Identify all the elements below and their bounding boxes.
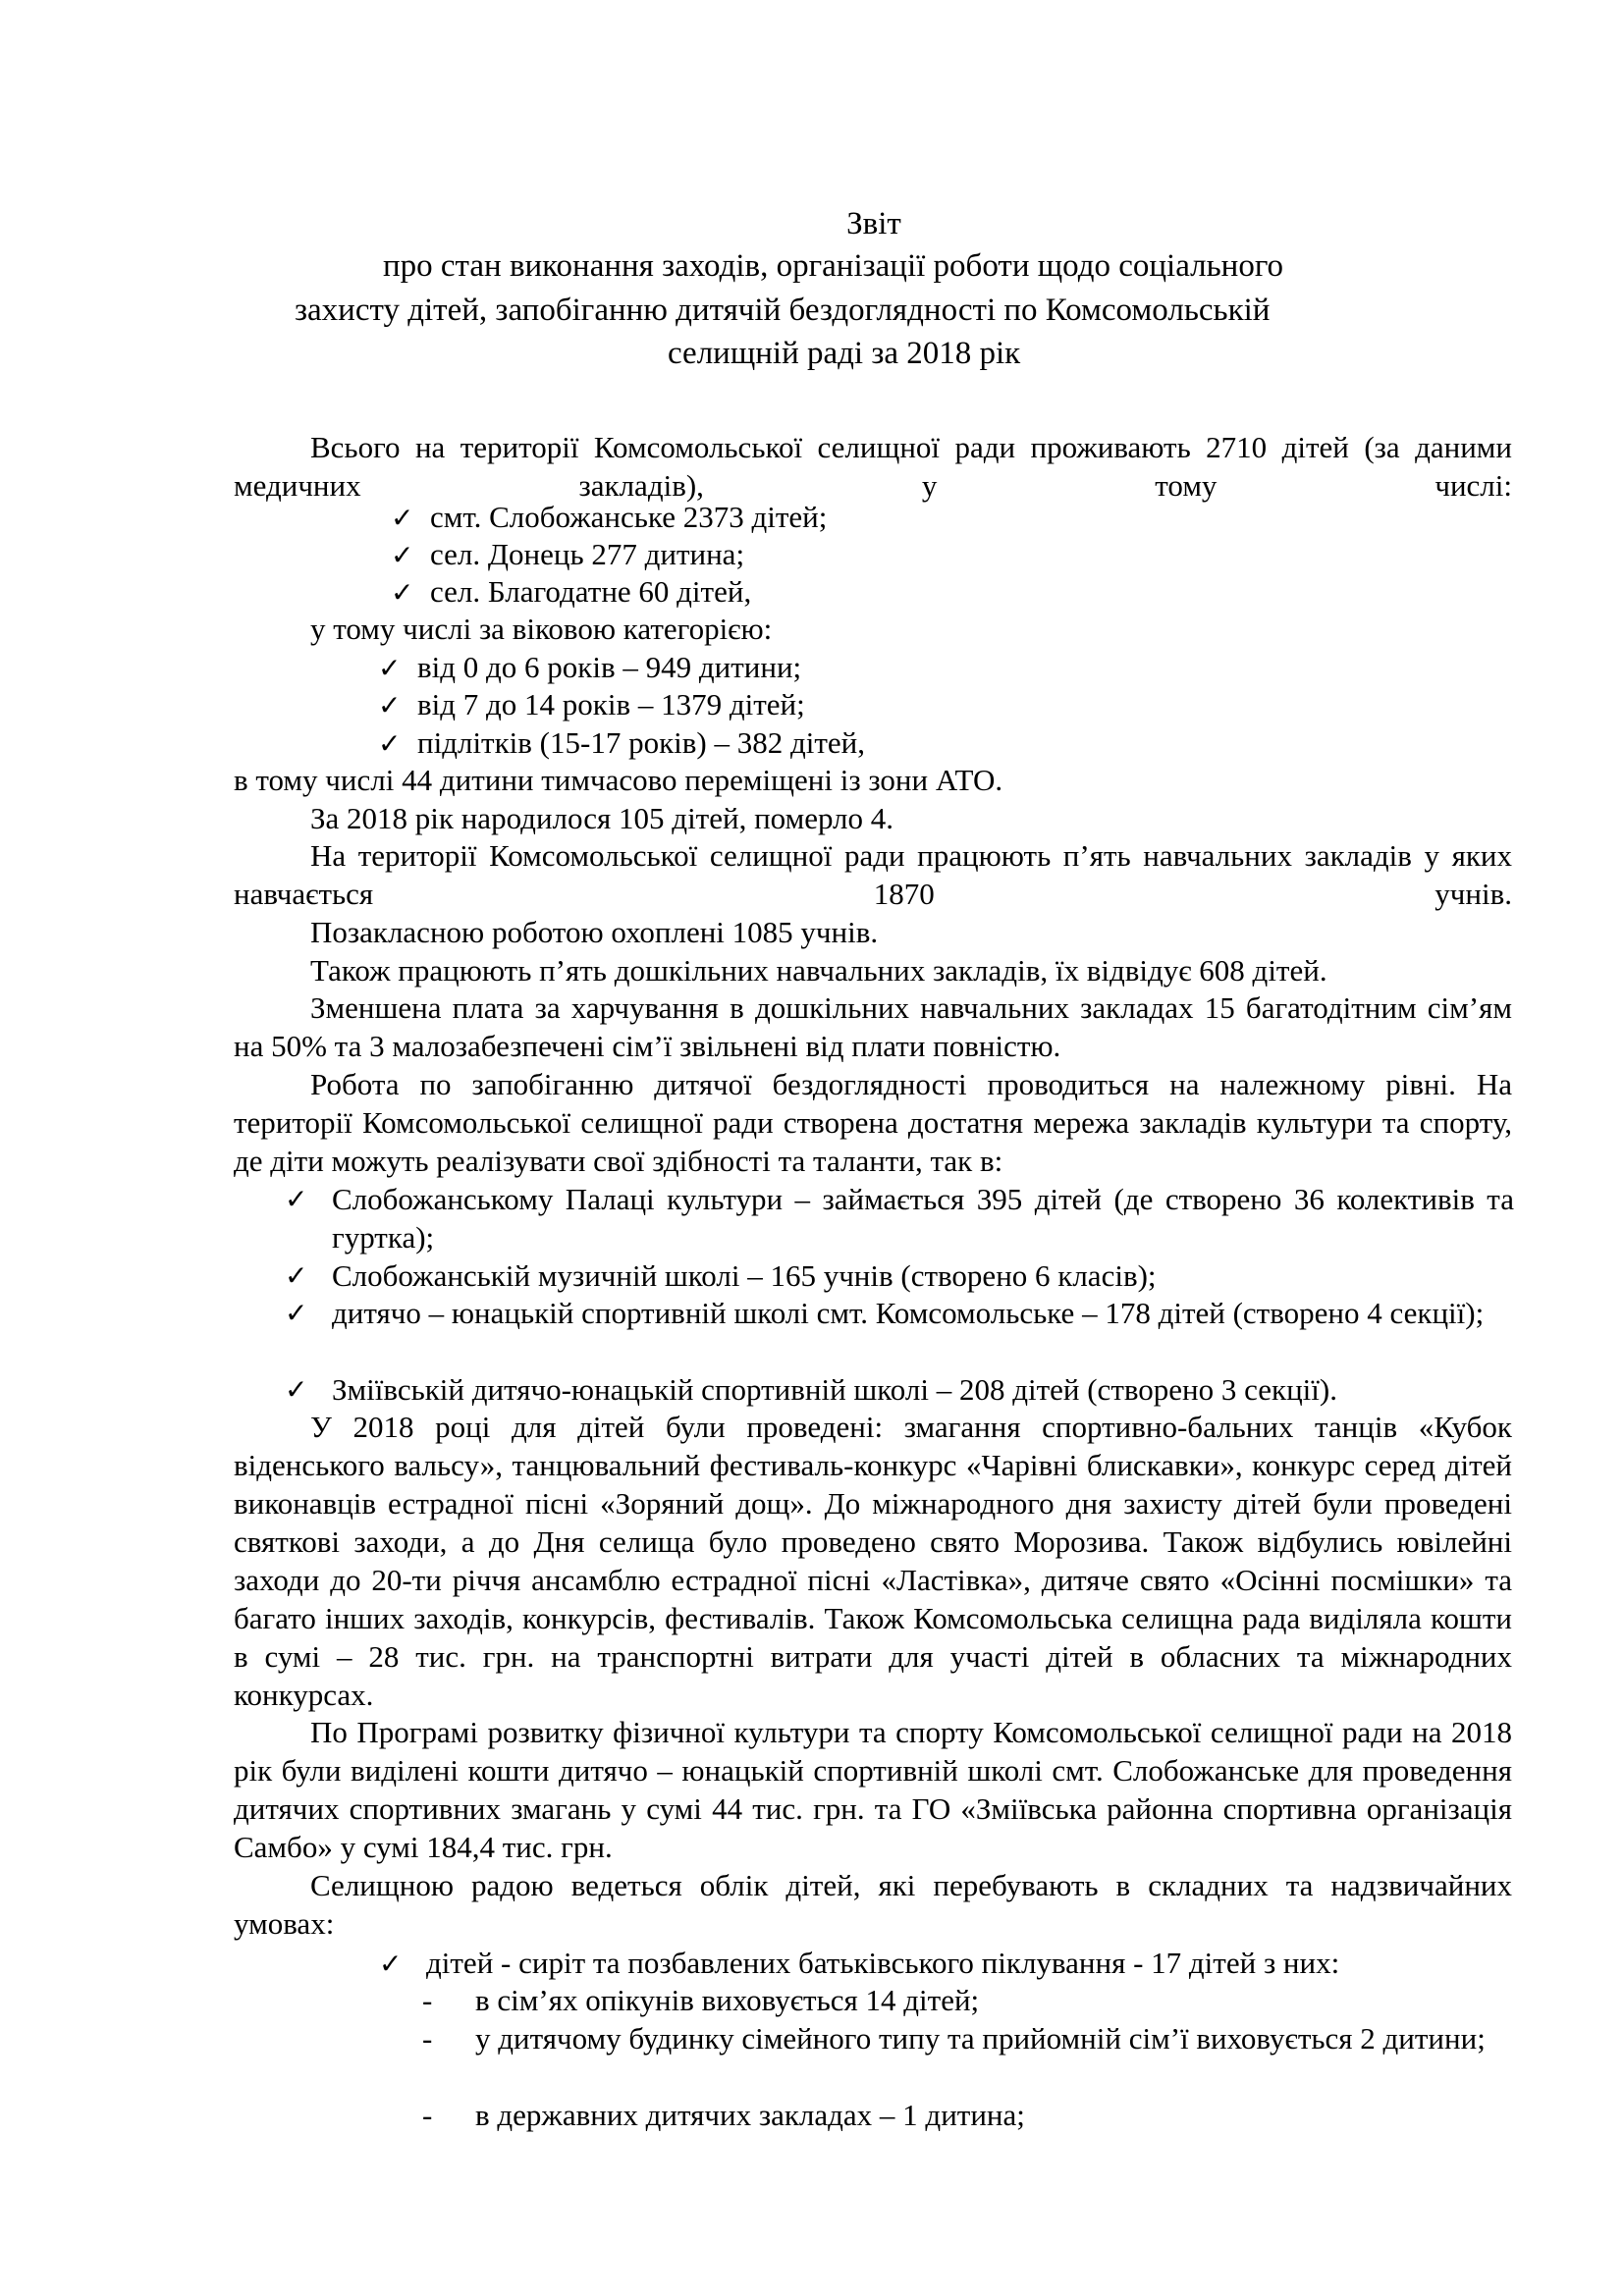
report-title-block xyxy=(236,202,1512,245)
orphan-sub-text: у дитячому будинку сімейного типу та прийомній сім’ї виховується 2 дитини; xyxy=(475,2021,1486,2056)
culture-item xyxy=(285,1294,1514,1332)
sport-program-text: По Програмі розвитку фізичної культури та спорту Комсомольської селищної ради на 2018 рік були виділені кошти дитячо – юнацькій спортивній школі смт. Слобожанське для проведення дитячих спортивних змагань у сумі 44 тис. грн. та ГО «Зміївська районна спортивна організація Самбо» у сумі 184,4 тис. грн. xyxy=(234,1715,1512,1864)
prevention-paragraph xyxy=(234,1065,1512,1180)
checkmark-icon: ✓ xyxy=(285,1373,308,1406)
events-text: У 2018 році для дітей були проведені: змагання спортивно-бальних танців «Кубок віденського вальсу», танцювальний фестиваль-конкурс «Чарівні блискавки», конкурс серед дітей виконавців естрадної пісні «Зоряний дощ». До міжнародного дня захисту дітей були проведені святкові заходи, а до Дня селища було проведено свято Морозива. Також відбулись ювілейні заходи до 20-ти річчя ансамблю естрадної пісні «Ластівка», дитяче свято «Осінні посмішки» та багато інших заходів, конкурсів, фестивалів. Також Комсомольська селищна рада виділяла кошти в сумі – 28 тис. грн. на транспортні витрати для участі дітей в обласних та міжнародних конкурсах. xyxy=(234,1410,1512,1712)
sport-program-paragraph xyxy=(234,1713,1512,1866)
culture-item-text: дитячо – юнацькій спортивній школі смт. Комсомольське – 178 дітей (створено 4 секції); xyxy=(332,1296,1485,1330)
culture-item xyxy=(285,1256,1514,1295)
meal-discount-text: Зменшена плата за харчування в дошкільних навчальних закладах 15 багатодітним сім’ям на 50% та 3 малозабезпечені сім’ї звільнені від плати повністю. xyxy=(234,990,1512,1063)
intro-paragraph xyxy=(234,428,1512,505)
meal-discount-paragraph xyxy=(234,988,1512,1065)
age-group-item xyxy=(378,648,1624,687)
checkmark-icon: ✓ xyxy=(391,576,414,609)
orphan-sub-item xyxy=(422,1981,1514,2019)
settlement-text: смт. Слобожанське 2373 дітей; xyxy=(430,500,828,534)
checkmark-icon: ✓ xyxy=(285,1183,308,1215)
preschools-line: Також працюють п’ять дошкільних навчальних закладів, їх відвідує 608 дітей. xyxy=(310,953,1327,988)
checkmark-icon: ✓ xyxy=(391,502,414,534)
extracurricular-line: Позакласною роботою охоплені 1085 учнів. xyxy=(310,915,879,949)
settlement-text: сел. Донець 277 дитина; xyxy=(430,537,745,571)
orphan-sub-text: в сім’ях опікунів виховується 14 дітей; xyxy=(475,1983,980,2017)
checkmark-icon: ✓ xyxy=(379,1948,403,1980)
births-line: За 2018 рік народилося 105 дітей, померло 4. xyxy=(310,801,894,835)
events-paragraph xyxy=(234,1408,1512,1714)
settlement-item xyxy=(391,572,1624,612)
checkmark-icon: ✓ xyxy=(378,652,402,684)
schools-text: На території Комсомольської селищної ради працюють п’ять навчальних закладів у яких навчається 1870 учнів. xyxy=(234,838,1512,911)
prevention-text: Робота по запобіганню дитячої бездоглядності проводиться на належному рівні. На території Комсомольської селищної ради створена достатня мережа закладів культури та спорту, де діти можуть реалізувати свої здібності та таланти, так в: xyxy=(234,1067,1512,1178)
settlement-text: сел. Благодатне 60 дітей, xyxy=(430,574,752,609)
checkmark-icon: ✓ xyxy=(391,539,414,571)
ato-line: в тому числі 44 дитини тимчасово переміщені із зони АТО. xyxy=(234,763,1003,797)
checkmark-icon: ✓ xyxy=(285,1259,308,1292)
culture-item xyxy=(285,1370,1514,1409)
age-intro: у тому числі за віковою категорією: xyxy=(310,612,773,646)
checkmark-icon: ✓ xyxy=(378,689,402,721)
schools-paragraph xyxy=(234,836,1512,913)
culture-item-text: Зміївській дитячо-юнацькій спортивній школі – 208 дітей (створено 3 секції). xyxy=(332,1372,1337,1407)
age-group-text: від 0 до 6 років – 949 дитини; xyxy=(417,650,802,684)
dash-marker: - xyxy=(422,1983,433,2017)
age-group-item xyxy=(378,723,1624,763)
orphan-sub-item xyxy=(422,2019,1514,2057)
report-heading: Звіт xyxy=(846,206,901,241)
checkmark-icon: ✓ xyxy=(285,1297,308,1329)
settlement-item xyxy=(391,535,1624,574)
orphan-sub-item xyxy=(422,2096,1514,2134)
report-title-line-1: про стан виконання заходів, організації роботи щодо соціального xyxy=(383,248,1284,284)
registry-text: Селищною радою ведеться облік дітей, які перебувають в складних та надзвичайних умовах: xyxy=(234,1868,1512,1941)
culture-item-text: Слобожанській музичній школі – 165 учнів (створено 6 класів); xyxy=(332,1258,1157,1293)
culture-item-text: Слобожанському Палаці культури – займається 395 дітей (де створено 36 колективів та гуртка); xyxy=(332,1182,1514,1255)
settlement-item xyxy=(391,498,1624,537)
dash-marker: - xyxy=(422,2021,433,2056)
report-title-line-2: захисту дітей, запобіганню дитячій бездоглядності по Комсомольській xyxy=(295,293,1271,328)
intro-text: Всього на території Комсомольської селищної ради проживають 2710 дітей (за даними медичних закладів), у тому числі: xyxy=(234,430,1512,503)
orphan-sub-text: в державних дитячих закладах – 1 дитина; xyxy=(475,2098,1025,2132)
culture-item xyxy=(285,1180,1514,1256)
age-group-text: підлітків (15-17 років) – 382 дітей, xyxy=(417,725,865,760)
age-group-text: від 7 до 14 років – 1379 дітей; xyxy=(417,687,805,721)
dash-marker: - xyxy=(422,2098,433,2132)
report-title-line-3: селищній раді за 2018 рік xyxy=(668,336,1021,371)
orphans-item xyxy=(379,1944,1624,1983)
registry-paragraph xyxy=(234,1866,1512,1943)
orphans-text: дітей - сиріт та позбавлених батьківського піклування - 17 дітей з них: xyxy=(426,1946,1340,1980)
age-group-item xyxy=(378,685,1624,724)
checkmark-icon: ✓ xyxy=(378,727,402,760)
